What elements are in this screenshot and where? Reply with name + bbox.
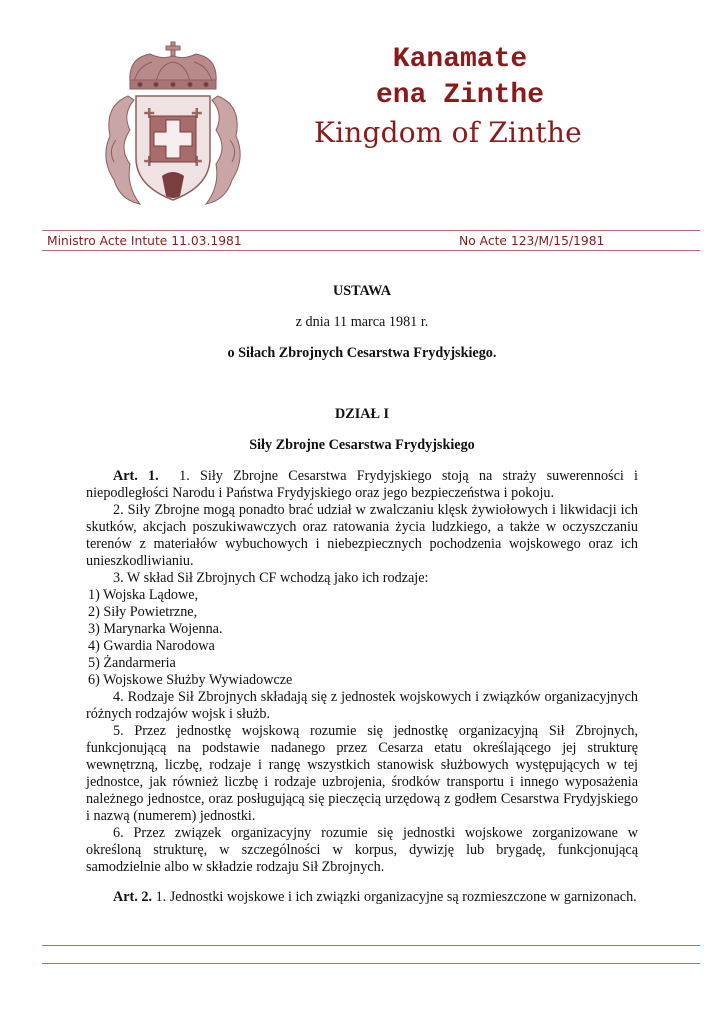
footer-rule-bottom bbox=[42, 963, 700, 964]
art2-label: Art. 2. bbox=[113, 889, 153, 905]
footer-rule-top bbox=[42, 945, 700, 946]
doc-heading: USTAWA bbox=[332, 283, 392, 299]
art1-paragraph4: 4. Rodzaje Sił Zbrojnych składają się z jednostek wojskowych i związków organizacyjnych różnych rodzajów wojsk i służb. bbox=[86, 689, 638, 722]
acte-number: No Acte 123/M/15/1981 bbox=[459, 234, 605, 248]
list-item: 6) Wojskowe Służby Wywiadowcze bbox=[88, 672, 293, 688]
title-native-line1: Kanamate bbox=[392, 44, 528, 75]
list-item: 3) Marynarka Wojenna. bbox=[88, 621, 223, 637]
acte-date: Ministro Acte Intute 11.03.1981 bbox=[47, 234, 242, 248]
header-rule-bottom bbox=[42, 250, 700, 251]
title-english: Kingdom of Zinthe bbox=[314, 116, 582, 149]
title-native-line2: ena Zinthe bbox=[375, 80, 545, 111]
doc-date: z dnia 11 marca 1981 r. bbox=[295, 314, 429, 330]
coat-of-arms-emblem bbox=[100, 40, 246, 208]
list-item: 2) Siły Powietrzne, bbox=[88, 604, 198, 620]
art1-paragraph6: 6. Przez związek organizacyjny rozumie się jednostki wojskowe zorganizowane w określoną strukturę, w szczególności w korpus, dywizję lub brygadę, funkcjonującą samodzielnie albo w składzie rodzaju Sił Zbrojnych. bbox=[86, 825, 638, 875]
art2-paragraph1: Art. 2. 1. Jednostki wojskowe i ich związki organizacyjne są rozmieszczone w garnizonach. bbox=[113, 889, 637, 905]
art1-paragraph1: Art. 1. 1. Siły Zbrojne Cesarstwa Frydyjskiego stoją na straży suwerenności i niepodległości Narodu i Państwa Frydyjskiego oraz jego bezpieczeństwa i pokoju. bbox=[86, 468, 638, 501]
art1-label: Art. 1. bbox=[113, 468, 159, 484]
art1-paragraph5: 5. Przez jednostkę wojskową rozumie się jednostkę organizacyjną Sił Zbrojnych, funkcjonującą na podstawie nadanego przez Cesarza etatu określającego jej strukturę wewnętrzną, liczbę, rodzaje i rangę wszystkich stanowisk służbowych występujących w tej jednostce, jak również liczbę i rodzaje uzbrojenia, środków transportu i innego wyposażenia należnego jednostce, oraz posługującą się pieczęcią urzędową z godłem Cesarstwa Frydyjskiego i nazwą (numerem) jednostki. bbox=[86, 723, 638, 824]
doc-subject: o Siłach Zbrojnych Cesarstwa Frydyjskiego. bbox=[227, 345, 497, 361]
list-item: 5) Żandarmeria bbox=[88, 655, 176, 671]
list-item: 4) Gwardia Narodowa bbox=[88, 638, 215, 654]
art1-paragraph2: 2. Siły Zbrojne mogą ponadto brać udział w zwalczaniu klęsk żywiołowych i likwidacji ich skutków, akcjach poszukiwawczych oraz ratowania życia ludzkiego, a także w oczyszczaniu terenów z materiałów wybuchowych i niebezpiecznych pochodzenia wojskowego oraz ich unieszkodliwianiu. bbox=[86, 502, 638, 569]
section-label: DZIAŁ I bbox=[334, 406, 389, 422]
list-item: 1) Wojska Lądowe, bbox=[88, 587, 199, 603]
section-title: Siły Zbrojne Cesarstwa Frydyjskiego bbox=[249, 437, 475, 453]
document-body bbox=[86, 283, 638, 906]
art1-paragraph3: 3. W skład Sił Zbrojnych CF wchodzą jako ich rodzaje: bbox=[113, 570, 429, 586]
header-rule-top bbox=[42, 230, 700, 231]
